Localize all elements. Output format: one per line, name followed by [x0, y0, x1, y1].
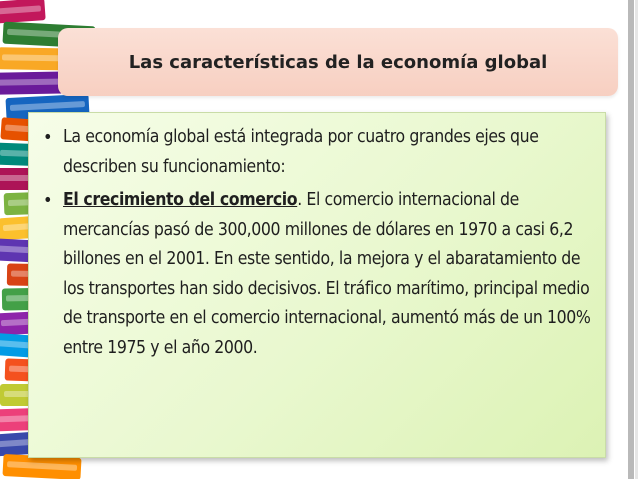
bullet-item	[39, 186, 595, 363]
bullet-item	[39, 123, 595, 182]
bullet-dot-icon: •	[43, 127, 53, 148]
bullet-lead: El crecimiento del comercio	[63, 190, 298, 210]
bullet-text: . El comercio internacional de mercancías pasó de 300,000 millones de dólares en 1970 a casi 6,2 billones en el 2001. En este sentido, la mejora y el abaratamiento de los transportes han sido decisivos. El tráfico marítimo, principal medio de transporte en el comercio internacional, aumentó más de un 100% entre 1975 y el año 2000.	[63, 190, 591, 358]
title-banner	[58, 28, 618, 96]
bullet-list	[29, 113, 605, 363]
bullet-text: La economía global está integrada por cuatro grandes ejes que describen su funcionamiento:	[63, 127, 539, 177]
content-box	[28, 112, 606, 458]
book-spine	[0, 0, 46, 24]
slide-title: Las características de la economía global	[128, 51, 548, 73]
page-edge-shadow	[628, 0, 634, 479]
bullet-dot-icon: •	[43, 190, 53, 211]
